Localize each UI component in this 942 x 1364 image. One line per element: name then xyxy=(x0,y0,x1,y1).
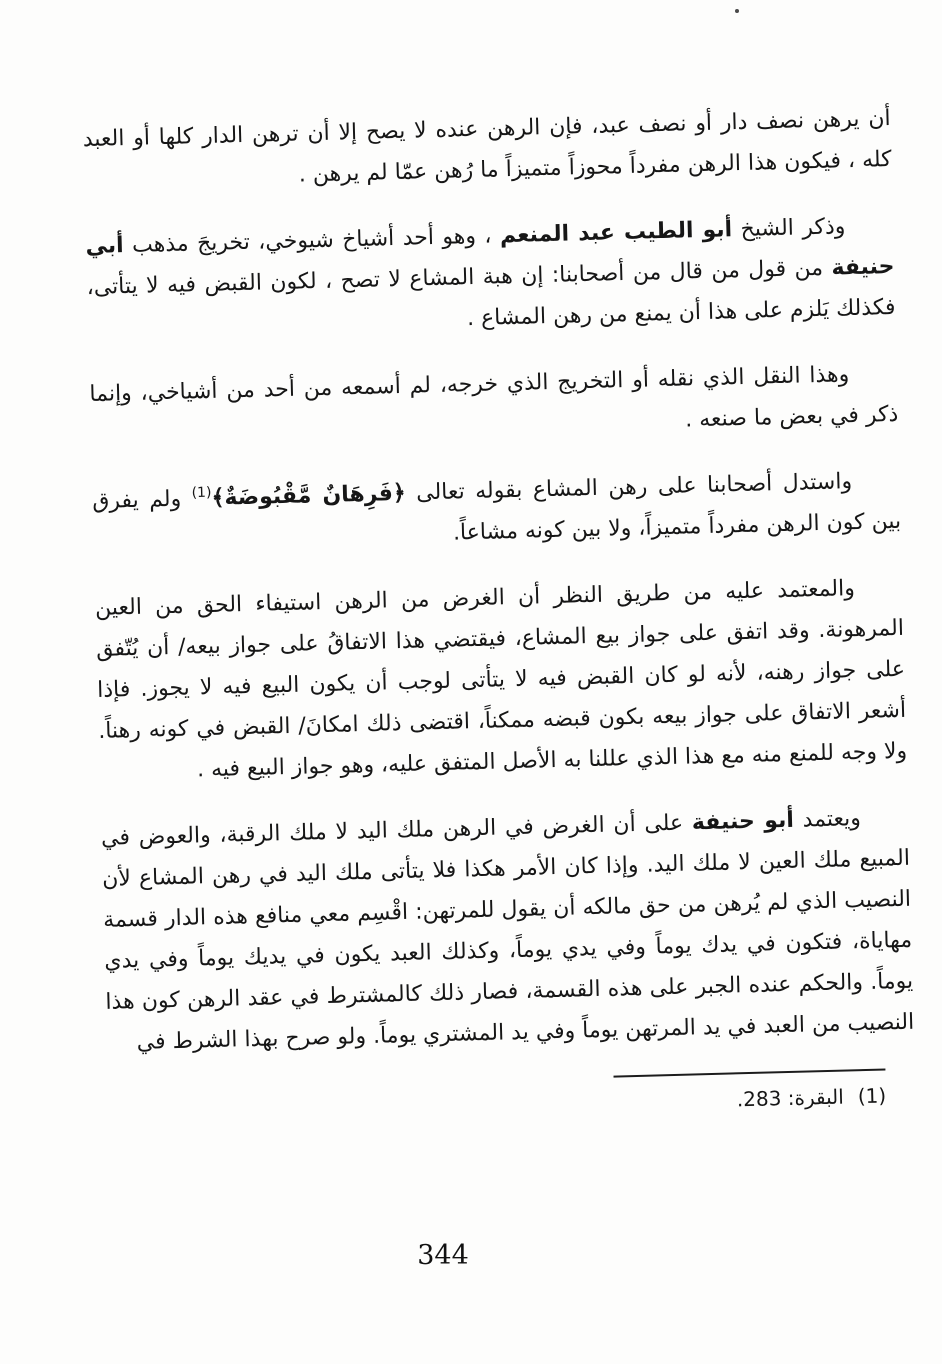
person-name: أبي حنيفة xyxy=(85,233,895,281)
paragraph xyxy=(92,460,902,563)
page-content xyxy=(82,98,916,1131)
text-run: والمعتمد عليه من طريق النظر أن الغرض من الرهن استيفاء الحق من العين المرهونة. وقد اتفق على جواز بيع المشاع، فيقتضي هذا الاتفاقُ على جواز بيعه/ أن يُتّفق على جواز رهنه، لأنه لو كان القبض فيه لا يتأتى لوجب أن يكون البيع فيه لا يجوز. فإذا أشعر الاتفاق على جواز بيعه بكون قبضه ممكناً، اقتضى ذلك امكانَ/ القبض في كونه رهناً. ولا وجه للمنع منه مع هذا الذي عللنا به الأصل المتفق عليه، وهو جواز البيع فيه . xyxy=(94,576,908,783)
footnote-text: البقرة: 283. xyxy=(736,1084,845,1112)
paragraph xyxy=(82,98,892,201)
text-run: ، وهو أحد أشياخ شيوخي، تخريجَ مذهب xyxy=(123,223,501,259)
text-run: وذكر الشيخ xyxy=(731,214,846,243)
text-run: من قول من قال من أصحابنا: إن هبة المشاع لا تصح ، لكون القبض فيه لا يتأتى، فكذلك يَلزم على هذا أن يمنع من رهن المشاع . xyxy=(86,255,896,332)
paragraph xyxy=(101,797,915,1064)
footnote-area xyxy=(108,1068,917,1131)
person-name: أبو حنيفة xyxy=(691,807,795,836)
footnote-ref: (1) xyxy=(191,484,212,502)
paragraph xyxy=(85,205,896,349)
text-run: أن يرهن نصف دار أو نصف عبد، فإن الرهن عنده لا يصح إلا أن ترهن الدار كلها أو العبد كله ، فيكون هذا الرهن مفرداً محوزاً متميزاً ما رُهن عمّا لم يرهن . xyxy=(82,105,892,188)
text-run: على أن الغرض في الرهن ملك اليد لا ملك الرقبة، والعوض في المبيع ملك العين لا ملك اليد. وإذا كان الأمر هكذا فلا يتأتى ملك اليد في رهن المشاع لأن النصيب الذي لم يُرهن من حق مالكه أن يقول للمرتهن: اقْسِم معي منافع هذه الدار قسمة مهاياة، فتكون في يدك يوماً وفي يدي يوماً، وكذلك العبد يكون في يديك يوماً وفي يدي يوماً. والحكم عنده الجبر على هذه القسمة، فصار ذلك كالمشترط في عقد الرهن كون هذا النصيب من العبد في يد المرتهن يوماً وفي يد المشتري يوماً. ولو صرح بهذا الشرط في xyxy=(100,810,915,1056)
text-run: واستدل أصحابنا على رهن المشاع بقوله تعالى xyxy=(405,469,853,506)
person-name: أبو الطيب عبد المنعم xyxy=(499,217,733,249)
text-run: ويعتمد xyxy=(793,806,862,833)
text-run: وهذا النقل الذي نقله أو التخريج الذي خرجه، لم أسمعه من أحد من أشياخي، وإنما ذكر في بعض ما صنعه . xyxy=(89,362,899,433)
paragraph xyxy=(89,353,899,456)
text-run: ولم يفرق بين كون الرهن مفرداً متميزاً، ولا بين كونه مشاعاً. xyxy=(91,486,902,546)
footnote-marker: (1) xyxy=(857,1083,887,1109)
scan-artifact-dot xyxy=(735,9,739,13)
footnote-separator xyxy=(613,1068,885,1077)
quran-verse: ﴿فَرِهَانٌ مَّقْبُوضَةٌ﴾ xyxy=(211,480,407,511)
paragraph xyxy=(95,567,908,793)
footnote xyxy=(108,1080,887,1130)
text-block xyxy=(82,98,914,1064)
page-number: 344 xyxy=(417,1240,469,1271)
